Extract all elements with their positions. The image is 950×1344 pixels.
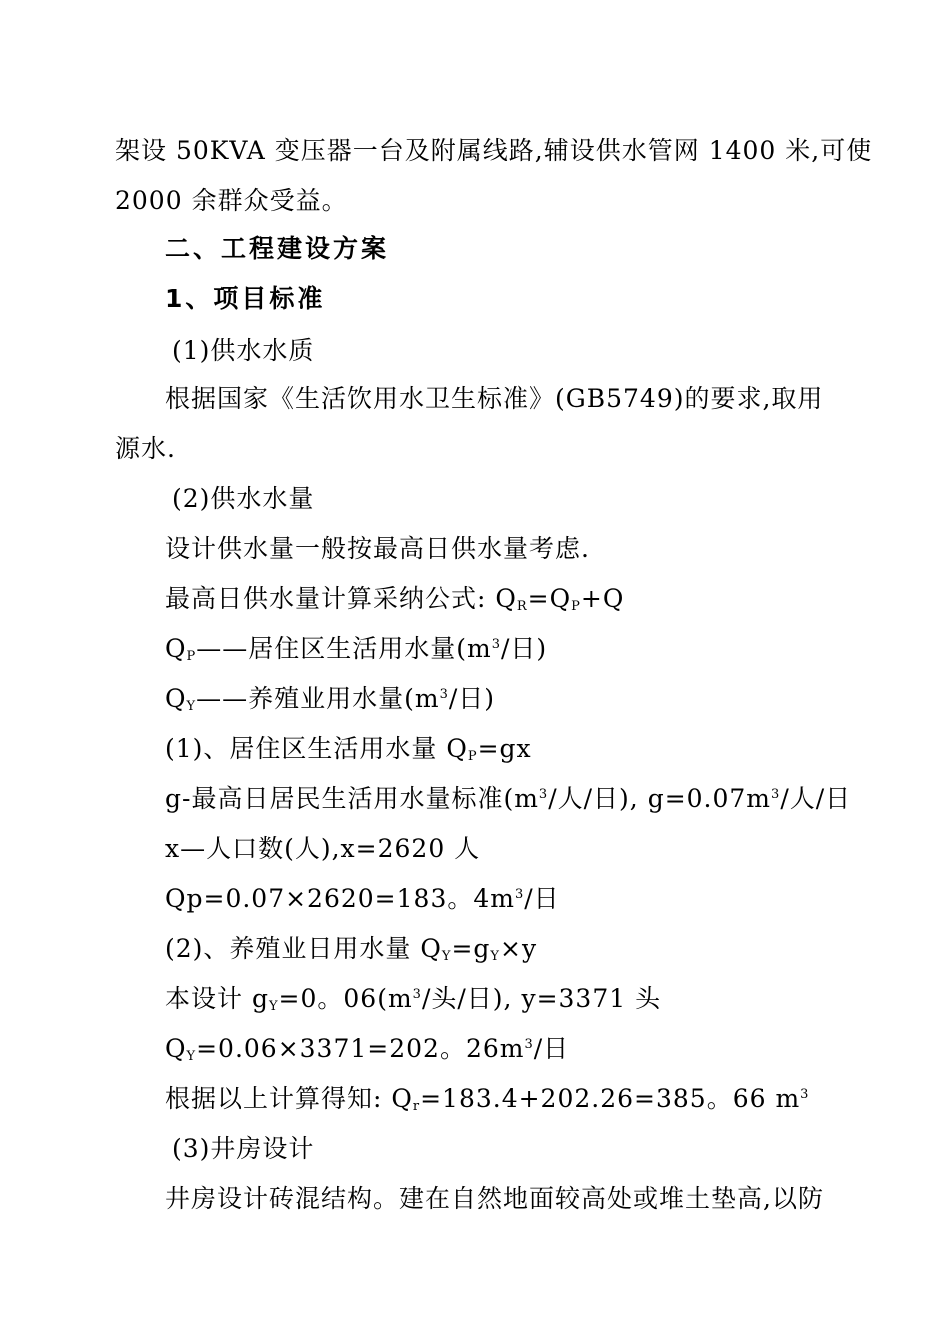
calculation-heading: (2)、养殖业日用水量 $Q_Y=g_Y\times y$ <box>165 934 538 964</box>
paragraph-line: 架设 50KVA 变压器一台及附属线路,辅设供水管网 1400 米,可使 <box>115 136 873 165</box>
definition-line: $Q_P——$居住区生活用水量($m^3/$日) <box>165 634 548 664</box>
definition-line: $Q_Y——$养殖业用水量($m^3/$日) <box>165 684 496 714</box>
calculation-line: g-最高日居民生活用水量标准($m^3/$人/日), $g=0.07m^3/$人/日 <box>165 784 852 813</box>
calculation-result: $Q_Y=0.06\times 3371=202$。$26m^3/$日 <box>165 1034 570 1064</box>
calculation-heading: (1)、居住区生活用水量 $Q_P=gx$ <box>165 734 532 764</box>
item-heading: (1)供水水质 <box>172 336 315 365</box>
item-heading: (2)供水水量 <box>172 484 315 513</box>
subsection-heading: 1、项目标准 <box>165 284 326 313</box>
paragraph-line: 根据国家《生活饮用水卫生标准》(GB5749)的要求,取用 <box>165 384 824 413</box>
paragraph-line: 源水. <box>115 434 176 463</box>
paragraph-line: 2000 余群众受益。 <box>115 186 348 215</box>
calculation-line: 本设计 $g_Y=0$。$06(m^3/$头/日), y=3371 头 <box>165 984 662 1014</box>
section-heading: 二、工程建设方案 <box>165 234 390 263</box>
total-result: 根据以上计算得知: $Q_r=183.4+202.26=385$。66 $m^3$ <box>165 1084 810 1114</box>
calculation-line: x—人口数(人),x=2620 人 <box>165 834 481 863</box>
item-heading: (3)井房设计 <box>172 1134 315 1163</box>
formula-line: 最高日供水量计算采纳公式: $Q_R=Q_P+Q$ <box>165 584 625 614</box>
paragraph-line: 井房设计砖混结构。建在自然地面较高处或堆土垫高,以防 <box>165 1184 824 1213</box>
calculation-result: Qp=0.07×2620=183。$4m^3/$日 <box>165 884 560 913</box>
paragraph-line: 设计供水量一般按最高日供水量考虑. <box>165 534 590 563</box>
